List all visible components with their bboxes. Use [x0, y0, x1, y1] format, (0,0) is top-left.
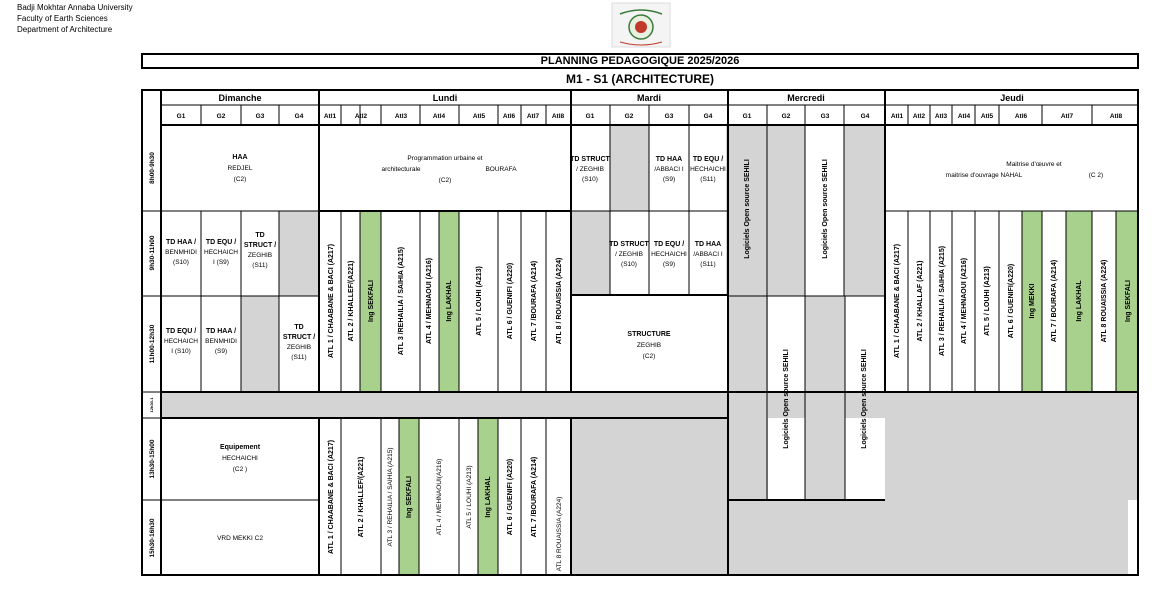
- td-line: TD HAA /: [205, 328, 237, 335]
- td-line: STRUCT /: [282, 334, 316, 341]
- course-logiciels: Logiciels Open source SEHILI: [744, 159, 751, 259]
- td-line: TD: [255, 232, 265, 239]
- course-logiciels: Logiciels Open source SEHILI: [861, 349, 868, 449]
- timetable-grid: [141, 89, 1139, 576]
- time-slot: 11h00-12h30: [149, 324, 156, 364]
- group-header: G1: [742, 113, 752, 120]
- teacher: REDJEL: [227, 165, 253, 172]
- room: (C2): [233, 176, 247, 183]
- lundi-ateliers-pm: [328, 440, 563, 571]
- atelier: ATL 2 / KHALLEF/(A221): [348, 260, 355, 342]
- td-line: (S11): [700, 176, 716, 183]
- td-line: / ZEGHIB: [576, 166, 604, 173]
- gray-cell: [610, 125, 649, 211]
- atelier: ATL 3 / REHAILIA / SAIHIA (A215): [387, 447, 394, 547]
- group-header: Atl6: [1014, 113, 1028, 120]
- td-line: TD HAA: [655, 156, 683, 163]
- atelier: ATL 4 / MEHNAOUI (A216): [426, 257, 433, 345]
- td-line: (S10): [582, 176, 598, 183]
- course-moe: Maitrise d'œuvre et: [1006, 161, 1062, 168]
- teacher: BOURAFA: [485, 166, 517, 173]
- group-header: Atl1: [890, 113, 904, 120]
- atelier: Ing SEKFALI: [1125, 280, 1132, 322]
- atelier: ATL 1 / CHAABANE & BACI (A217): [328, 243, 335, 359]
- gray-cell: [571, 418, 728, 576]
- day-lundi: Lundi: [432, 93, 458, 103]
- td-line: HECHAICH: [204, 249, 238, 256]
- page-subtitle: M1 - S1 (ARCHITECTURE): [565, 72, 714, 86]
- course-haa: HAA: [232, 154, 248, 161]
- time-slot: 13h30-15h00: [149, 439, 156, 479]
- gray-cell: [571, 211, 610, 295]
- atelier: ATL 8 ROUAISSIA (A224): [1101, 259, 1108, 343]
- td-line: (S11): [700, 261, 716, 268]
- td-line: TD: [294, 324, 304, 331]
- university-header: [17, 2, 133, 35]
- atelier: ATL 5 / LOUHI (A213): [466, 465, 473, 529]
- atelier: ATL 1 / CHAABANE & BACI (A217): [894, 243, 901, 359]
- td-line: (S11): [252, 262, 268, 269]
- atelier: ATL 4 / MEHNAOUI(A216): [436, 458, 443, 536]
- department-name: Department of Architecture: [17, 25, 113, 34]
- atelier: ATL 8 ROUAISSIA (A224): [556, 496, 563, 572]
- group-header: Atl8: [1109, 113, 1123, 120]
- atelier: Ing LAKHAL: [485, 476, 492, 518]
- teacher: HECHAICHI: [222, 455, 258, 462]
- atelier: ATL 5 / LOUHI (A213): [476, 266, 483, 336]
- course-prog: Programmation urbaine et: [407, 155, 483, 162]
- td-line: ZEGHIB: [286, 344, 312, 351]
- course-vrd: VRD MEKKI C2: [217, 535, 263, 542]
- group-header: G3: [820, 113, 830, 120]
- lunch-band: [161, 392, 1139, 418]
- gray-cell: [844, 125, 885, 296]
- course-moe: maitrise d'ouvrage NAHAL: [945, 172, 1023, 179]
- day-dimanche: Dimanche: [218, 93, 262, 103]
- group-header: G4: [294, 113, 304, 120]
- td-line: HECHAICHI: [651, 251, 687, 258]
- atelier: Ing LAKHAL: [1076, 280, 1083, 322]
- atelier: ATL 1 / CHAABANE & BACI (A217): [328, 439, 335, 555]
- page-title: PLANNING PEDAGOGIQUE 2025/2026: [141, 53, 1139, 69]
- day-mardi: Mardi: [636, 93, 662, 103]
- td-line: TD EQU /: [205, 239, 237, 246]
- atelier: ATL 3 / REHAILIA / SAIHIA (A215): [939, 245, 946, 357]
- group-header: G1: [176, 113, 186, 120]
- group-header: Atl5: [472, 113, 486, 120]
- td-line: (S9): [214, 348, 228, 355]
- group-header: Atl8: [551, 113, 565, 120]
- course-equipement: Equipement: [219, 444, 261, 451]
- atelier: Ing MEKKI: [1029, 283, 1036, 319]
- group-header: Atl1: [323, 113, 337, 120]
- td-line: /ABBACI I: [693, 251, 723, 258]
- td-line: (S9): [662, 176, 676, 183]
- university-logo: [610, 2, 672, 48]
- td-line: TD EQU /: [165, 328, 197, 335]
- group-header: Atl2: [912, 113, 926, 120]
- td-line: I (S9): [213, 259, 229, 266]
- mardi-td-row2: [609, 241, 723, 268]
- td-line: STRUCT /: [243, 242, 277, 249]
- atelier: ATL 4 / MEHNAOUI (A216): [961, 257, 968, 345]
- group-header: Atl4: [432, 113, 446, 120]
- group-header: Atl3: [394, 113, 408, 120]
- atelier: ATL 6 / GUENIFI (A220): [507, 458, 514, 536]
- atelier: ATL 7 /BOURAFA (A214): [531, 260, 538, 342]
- course-logiciels: Logiciels Open source SEHILI: [822, 159, 829, 259]
- group-header: G4: [703, 113, 713, 120]
- university-name: Badji Mokhtar Annaba University: [17, 3, 133, 12]
- td-line: HECHAICHI: [690, 166, 726, 173]
- time-slot: 12h30-1: [149, 397, 154, 413]
- room: (C2 ): [232, 466, 248, 473]
- time-slot: 15h30-16h30: [149, 518, 156, 558]
- group-header: Atl6: [502, 113, 516, 120]
- group-header: Atl5: [980, 113, 994, 120]
- atelier: ATL 2 / KHALLEF/(A221): [358, 456, 365, 538]
- td-line: BENMHIDI: [205, 338, 237, 345]
- group-header: Atl7: [1060, 113, 1074, 120]
- atelier: Ing SEKFALI: [368, 280, 375, 322]
- gray-cell: [241, 296, 279, 392]
- td-line: HECHAICH: [164, 338, 198, 345]
- dim-td-row2: [164, 324, 315, 361]
- group-header: G3: [664, 113, 674, 120]
- room: (C2): [438, 177, 452, 184]
- course-logiciels: Logiciels Open source SEHILI: [783, 349, 790, 449]
- gray-cell: [726, 125, 805, 296]
- atelier: ATL 5 / LOUHI (A213): [984, 266, 991, 336]
- td-line: TD HAA: [694, 241, 722, 248]
- group-header: G4: [860, 113, 870, 120]
- atelier: ATL 7 / BOURAFA (A214): [1051, 259, 1058, 343]
- td-line: / ZEGHIB: [615, 251, 643, 258]
- atelier: Ing SEKFALI: [406, 476, 413, 518]
- group-header: Atl7: [526, 113, 540, 120]
- teacher: ZEGHIB: [636, 342, 662, 349]
- td-line: I (S10): [171, 348, 191, 355]
- td-line: TD STRUCT: [570, 156, 610, 163]
- atelier: ATL 6 / GUENIFI(A220): [1008, 263, 1015, 339]
- td-line: TD STRUCT: [609, 241, 649, 248]
- atelier: ATL 8 / ROUAISSIA (A224): [556, 257, 563, 345]
- time-slot: 9h30-11h00: [149, 235, 156, 271]
- group-header: G2: [624, 113, 634, 120]
- group-header: Atl4: [957, 113, 971, 120]
- faculty-name: Faculty of Earth Sciences: [17, 14, 108, 23]
- room: (C2): [642, 353, 656, 360]
- td-line: (S10): [621, 261, 637, 268]
- group-header: Atl3: [934, 113, 948, 120]
- td-line: TD EQU /: [692, 156, 724, 163]
- td-line: BENMHIDI: [165, 249, 197, 256]
- td-line: TD HAA /: [165, 239, 197, 246]
- group-header: G2: [216, 113, 226, 120]
- atelier: ATL 7 /BOURAFA (A214): [531, 456, 538, 538]
- dim-td-row1: [165, 232, 276, 269]
- day-mercredi: Mercredi: [787, 93, 825, 103]
- td-line: (S9): [662, 261, 676, 268]
- td-line: ZEGHIB: [247, 252, 273, 259]
- td-line: TD EQU /: [653, 241, 685, 248]
- atelier: Ing LAKHAL: [446, 280, 453, 322]
- group-header: G3: [255, 113, 265, 120]
- course-prog: architecturale: [381, 166, 421, 173]
- room: (C 2): [1088, 172, 1104, 179]
- td-line: /ABBACI I: [654, 166, 684, 173]
- gray-cell: [728, 500, 1128, 576]
- group-header: G2: [781, 113, 791, 120]
- time-slot: 8h00-9h30: [149, 152, 156, 184]
- td-line: (S11): [291, 354, 307, 361]
- td-line: (S10): [173, 259, 189, 266]
- atelier: ATL 6 / GUENIFI (A220): [507, 262, 514, 340]
- gray-cell: [279, 211, 319, 296]
- atelier: ATL 3 /REHAILIA / SAIHIA (A215): [398, 246, 405, 356]
- group-header: Atl2: [354, 113, 368, 120]
- day-jeudi: Jeudi: [1000, 93, 1024, 103]
- atelier: ATL 2 / KHALLAF (A221): [917, 260, 924, 342]
- course-structure: STRUCTURE: [627, 331, 671, 338]
- group-header: G1: [585, 113, 595, 120]
